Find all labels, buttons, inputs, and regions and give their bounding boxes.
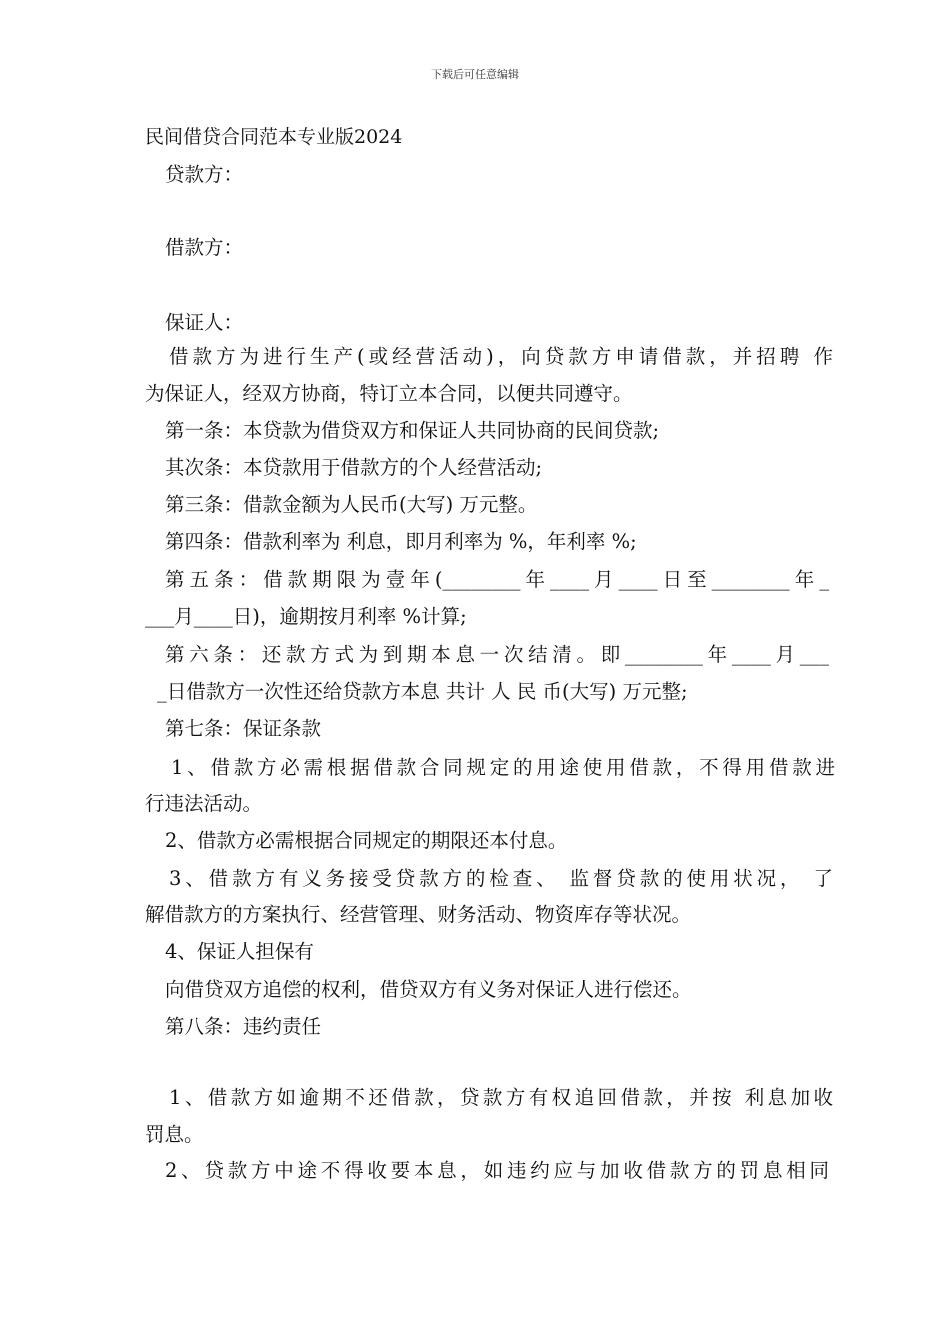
preamble-line-1: 借款方为进行生产(或经营活动)，向贷款方申请借款，并招聘 作 <box>169 345 833 368</box>
document-title: 民间借贷合同范本专业版2024 <box>145 126 403 148</box>
page-header: 下载后可任意编辑 <box>431 68 519 81</box>
article-8-item-1-line-2: 罚息。 <box>145 1123 204 1146</box>
article-7-item-4-line-1: 4、保证人担保有 <box>165 940 314 963</box>
article-7-item-1-line-2: 行违法活动。 <box>145 792 263 815</box>
article-8-item-2: 2、贷款方中途不得收要本息，如违约应与加收借款方的罚息相同 <box>165 1159 829 1182</box>
article-3: 第三条：借款金额为人民币(大写) 万元整。 <box>165 493 538 516</box>
article-5-line-2: ___月____日)，逾期按月利率 %计算; <box>145 605 467 628</box>
preamble-line-2: 为保证人，经双方协商，特订立本合同，以便共同遵守。 <box>145 382 633 405</box>
article-5-line-1: 第五条：借款期限为壹年(________年____月____日至________年_ <box>165 568 829 591</box>
borrower-label: 借款方： <box>165 236 244 259</box>
article-7-item-1-line-1: 1、借款方必需根据借款合同规定的用途使用借款，不得用借款进 <box>171 756 835 779</box>
lender-label: 贷款方： <box>165 163 244 186</box>
article-8-item-1-line-1: 1、借款方如逾期不还借款，贷款方有权追回借款，并按 利息加收 <box>169 1086 833 1109</box>
article-6-line-1: 第六条：还款方式为到期本息一次结清。即________年____月___ <box>165 643 829 666</box>
article-4: 第四条：借款利率为 利息，即月利率为 %，年利率 %; <box>165 530 637 553</box>
article-1: 第一条：本贷款为借贷双方和保证人共同协商的民间贷款; <box>165 419 660 442</box>
article-7-heading: 第七条：保证条款 <box>165 717 322 740</box>
article-8-heading: 第八条：违约责任 <box>165 1015 322 1038</box>
article-7-item-3-line-2: 解借款方的方案执行、经营管理、财务活动、物资库存等状况。 <box>145 903 692 926</box>
guarantor-label: 保证人： <box>165 311 244 334</box>
article-7-item-4-line-2: 向借贷双方追偿的权利，借贷双方有义务对保证人进行偿还。 <box>165 978 692 1001</box>
article-2: 其次条：本贷款用于借款方的个人经营活动; <box>165 456 543 479</box>
article-6-line-2: _日借款方一次性还给贷款方本息 共计 人 民 币(大写) 万元整; <box>157 680 688 703</box>
article-7-item-2: 2、借款方必需根据合同规定的期限还本付息。 <box>165 829 568 852</box>
article-7-item-3-line-1: 3、借款方有义务接受贷款方的检查、 监督贷款的使用状况， 了 <box>169 867 833 890</box>
